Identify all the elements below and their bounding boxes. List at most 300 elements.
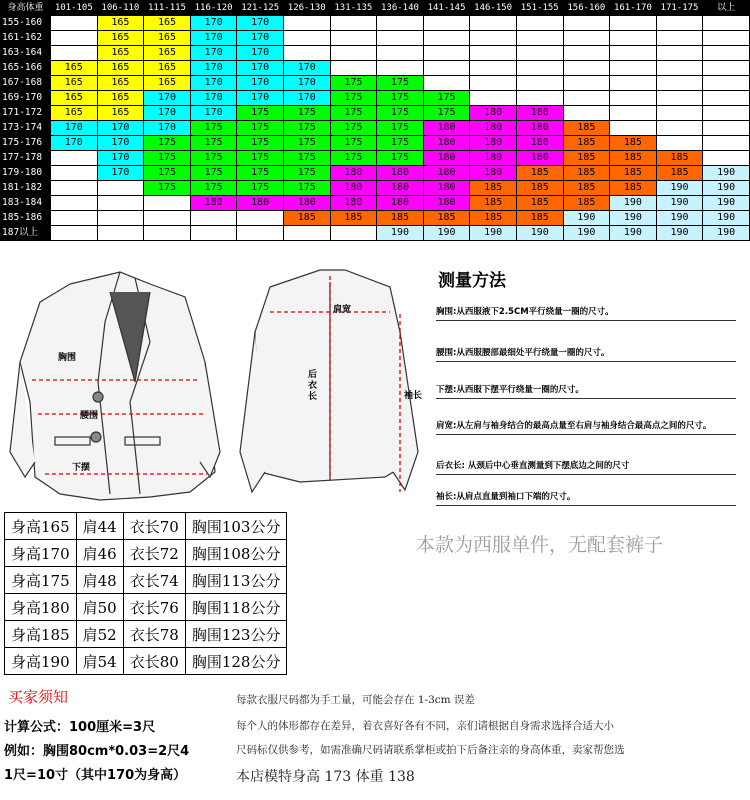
size-cell: 185 [656, 166, 703, 181]
size-cell [330, 31, 377, 46]
size-cell [470, 46, 517, 61]
size-cell: 175 [330, 151, 377, 166]
size-cell: 180 [470, 136, 517, 151]
size-cell: 175 [190, 136, 237, 151]
size-cell: 185 [610, 136, 657, 151]
size-cell [516, 31, 563, 46]
size-cell: 190 [610, 211, 657, 226]
size-cell [703, 151, 750, 166]
size-cell: 180 [423, 151, 470, 166]
size-cell [656, 16, 703, 31]
formula-unit: 1尺=10寸（其中170为身高） [4, 768, 187, 783]
size-cell: 185 [516, 211, 563, 226]
size-cell [703, 91, 750, 106]
size-cell [470, 31, 517, 46]
weight-header: 121-125 [237, 1, 284, 16]
size-cell: 170 [237, 91, 284, 106]
weight-header: 161-170 [610, 1, 657, 16]
size-cell: 190 [610, 196, 657, 211]
size-cell [377, 31, 424, 46]
weight-header: 146-150 [470, 1, 517, 16]
size-cell: 175 [237, 166, 284, 181]
size-cell [610, 91, 657, 106]
size-cell: 175 [330, 91, 377, 106]
weight-header: 116-120 [190, 1, 237, 16]
size-cell: 190 [516, 226, 563, 241]
spec-cell: 肩46 [76, 540, 123, 567]
grid-row [1, 76, 750, 91]
spec-cell: 肩52 [76, 621, 123, 648]
weight-header: 136-140 [377, 1, 424, 16]
size-cell: 175 [377, 106, 424, 121]
spec-cell: 身高190 [5, 648, 77, 675]
size-cell: 175 [330, 76, 377, 91]
size-cell: 180 [377, 166, 424, 181]
spec-row [5, 567, 287, 594]
height-header: 175-176 [1, 136, 51, 151]
size-cell: 170 [190, 46, 237, 61]
size-cell: 175 [330, 106, 377, 121]
size-cell: 165 [144, 31, 191, 46]
size-cell [97, 211, 144, 226]
size-cell [563, 16, 610, 31]
grid-row [1, 151, 750, 166]
notice-line: 尺码标仅供参考，如需准确尺码请联系掌柜或拍下后备注亲的身高体重，卖家帮您选 [236, 744, 625, 756]
size-cell: 190 [656, 196, 703, 211]
size-cell: 170 [97, 121, 144, 136]
size-cell [190, 211, 237, 226]
grid-row [1, 196, 750, 211]
size-cell [423, 31, 470, 46]
size-cell [97, 181, 144, 196]
size-cell: 185 [516, 181, 563, 196]
spec-row [5, 540, 287, 567]
size-cell [377, 61, 424, 76]
size-cell: 185 [283, 211, 330, 226]
height-header: 165-166 [1, 61, 51, 76]
size-cell: 170 [190, 31, 237, 46]
size-cell: 180 [283, 196, 330, 211]
size-cell [703, 121, 750, 136]
size-cell: 165 [144, 76, 191, 91]
size-cell: 175 [237, 151, 284, 166]
size-cell: 175 [283, 151, 330, 166]
jacket-illustrations [0, 262, 430, 510]
size-cell: 190 [656, 181, 703, 196]
size-cell [656, 121, 703, 136]
size-cell [610, 106, 657, 121]
size-cell [423, 16, 470, 31]
size-cell: 175 [423, 106, 470, 121]
size-cell: 180 [423, 181, 470, 196]
size-cell [51, 166, 98, 181]
size-cell: 185 [470, 211, 517, 226]
measurement-diagram [0, 262, 750, 510]
size-cell: 165 [97, 31, 144, 46]
method-line: 肩宽:从左肩与袖身结合的最高点量至右肩与袖身结合最高点之间的尺寸。 [436, 420, 736, 435]
spec-table [4, 512, 287, 675]
size-cell: 175 [283, 136, 330, 151]
size-cell: 170 [97, 136, 144, 151]
weight-header: 以上 [703, 1, 750, 16]
weight-header: 141-145 [423, 1, 470, 16]
size-cell: 175 [283, 166, 330, 181]
weight-header: 156-160 [563, 1, 610, 16]
size-cell: 180 [423, 196, 470, 211]
size-cell [470, 61, 517, 76]
size-cell: 180 [470, 121, 517, 136]
size-cell: 175 [144, 166, 191, 181]
size-cell: 180 [470, 106, 517, 121]
suit-only-note: 本款为西服单件，无配套裤子 [416, 534, 664, 556]
method-line: 腰围:从西服腰部最细处平行绕量一圈的尺寸。 [436, 347, 736, 362]
spec-cell: 胸围128公分 [185, 648, 287, 675]
formula-line: 计算公式：100厘米=3尺 [4, 720, 156, 735]
size-cell: 170 [283, 91, 330, 106]
size-cell: 175 [377, 76, 424, 91]
spec-cell: 身高170 [5, 540, 77, 567]
size-cell [144, 226, 191, 241]
size-cell [97, 226, 144, 241]
jacket-drawing [0, 262, 430, 510]
size-cell: 170 [283, 61, 330, 76]
height-header: 163-164 [1, 46, 51, 61]
size-cell: 170 [190, 76, 237, 91]
size-cell: 190 [703, 181, 750, 196]
size-cell [377, 16, 424, 31]
spec-cell: 肩54 [76, 648, 123, 675]
size-cell [330, 61, 377, 76]
size-cell [97, 196, 144, 211]
size-cell [516, 61, 563, 76]
size-cell: 175 [377, 91, 424, 106]
size-cell: 185 [330, 211, 377, 226]
height-header: 179-180 [1, 166, 51, 181]
size-cell: 170 [144, 106, 191, 121]
size-cell [283, 31, 330, 46]
size-cell: 185 [470, 181, 517, 196]
size-cell: 185 [610, 151, 657, 166]
notice-line: 每款衣服尺码都为手工量，可能会存在 1-3cm 误差 [236, 694, 475, 706]
spec-row [5, 513, 287, 540]
method-line: 袖长:从肩点直量到袖口下端的尺寸。 [436, 491, 736, 506]
size-cell: 180 [330, 166, 377, 181]
size-cell [51, 151, 98, 166]
size-cell: 175 [283, 106, 330, 121]
size-cell: 180 [516, 121, 563, 136]
grid-row [1, 106, 750, 121]
label-chest: 胸围 [58, 353, 77, 363]
size-cell [563, 76, 610, 91]
size-cell: 175 [283, 181, 330, 196]
formula-example: 例如：胸围80cm*0.03=2尺4 [4, 744, 190, 759]
size-cell: 165 [144, 16, 191, 31]
grid-row [1, 16, 750, 31]
size-cell: 165 [51, 76, 98, 91]
size-cell [610, 46, 657, 61]
height-header: 155-160 [1, 16, 51, 31]
size-cell: 165 [51, 106, 98, 121]
size-cell: 165 [97, 106, 144, 121]
size-cell: 190 [703, 211, 750, 226]
spec-cell: 衣长76 [123, 594, 185, 621]
size-cell: 185 [563, 136, 610, 151]
size-cell: 170 [190, 106, 237, 121]
spec-row [5, 621, 287, 648]
label-sleeve: 袖长 [404, 391, 423, 401]
height-header: 161-162 [1, 31, 51, 46]
size-cell [563, 46, 610, 61]
size-cell: 175 [377, 121, 424, 136]
size-cell: 170 [190, 91, 237, 106]
size-cell: 190 [563, 211, 610, 226]
weight-header: 131-135 [330, 1, 377, 16]
size-cell: 175 [330, 121, 377, 136]
size-cell: 180 [377, 181, 424, 196]
spec-cell: 身高175 [5, 567, 77, 594]
size-cell: 175 [237, 121, 284, 136]
size-cell [470, 16, 517, 31]
size-cell [656, 91, 703, 106]
spec-cell: 衣长80 [123, 648, 185, 675]
size-cell [610, 76, 657, 91]
size-cell [516, 16, 563, 31]
size-cell: 180 [330, 196, 377, 211]
method-line: 后衣长: 从颈后中心垂直测量到下摆底边之间的尺寸 [436, 460, 736, 475]
size-cell: 185 [563, 151, 610, 166]
size-cell: 175 [377, 151, 424, 166]
grid-row [1, 166, 750, 181]
size-cell [656, 46, 703, 61]
weight-header: 151-155 [516, 1, 563, 16]
size-cell [703, 136, 750, 151]
size-cell [144, 196, 191, 211]
size-cell [330, 226, 377, 241]
spec-cell: 胸围123公分 [185, 621, 287, 648]
size-cell [703, 106, 750, 121]
height-header: 185-186 [1, 211, 51, 226]
size-cell [51, 16, 98, 31]
size-cell [330, 46, 377, 61]
size-cell: 170 [97, 151, 144, 166]
height-header: 173-174 [1, 121, 51, 136]
size-cell [237, 226, 284, 241]
spec-row [5, 648, 287, 675]
size-cell: 180 [423, 136, 470, 151]
size-cell: 175 [144, 181, 191, 196]
size-cell: 170 [237, 76, 284, 91]
size-cell [656, 61, 703, 76]
size-cell [377, 46, 424, 61]
size-cell [423, 61, 470, 76]
size-cell: 170 [144, 91, 191, 106]
grid-row [1, 136, 750, 151]
size-cell [610, 61, 657, 76]
spec-cell: 衣长70 [123, 513, 185, 540]
size-cell: 180 [190, 196, 237, 211]
method-line: 下摆:从西服下摆平行绕量一圈的尺寸。 [436, 384, 736, 399]
grid-row [1, 211, 750, 226]
size-cell [516, 91, 563, 106]
size-cell: 185 [563, 196, 610, 211]
size-cell: 165 [144, 61, 191, 76]
spec-cell: 胸围118公分 [185, 594, 287, 621]
grid-row [1, 46, 750, 61]
measurement-method [430, 262, 750, 510]
label-hem: 下摆 [72, 463, 91, 473]
size-cell: 185 [470, 196, 517, 211]
size-cell [51, 46, 98, 61]
size-cell [656, 106, 703, 121]
size-cell: 185 [516, 196, 563, 211]
size-cell: 175 [190, 181, 237, 196]
size-cell [656, 136, 703, 151]
size-cell: 190 [703, 226, 750, 241]
height-header: 183-184 [1, 196, 51, 211]
size-cell [423, 46, 470, 61]
method-title: 测量方法 [438, 271, 506, 291]
size-cell: 190 [610, 226, 657, 241]
grid-row [1, 61, 750, 76]
spec-cell: 胸围103公分 [185, 513, 287, 540]
size-cell [283, 226, 330, 241]
size-cell: 180 [470, 151, 517, 166]
buyer-notice-title: 买家须知 [8, 688, 69, 706]
spec-cell: 肩50 [76, 594, 123, 621]
size-cell [656, 76, 703, 91]
height-header: 181-182 [1, 181, 51, 196]
size-cell: 190 [563, 226, 610, 241]
size-cell: 165 [51, 91, 98, 106]
size-cell: 170 [237, 31, 284, 46]
size-cell: 165 [97, 46, 144, 61]
size-cell: 175 [237, 136, 284, 151]
size-cell: 180 [377, 196, 424, 211]
size-cell: 190 [703, 196, 750, 211]
size-cell: 175 [283, 121, 330, 136]
size-cell [283, 46, 330, 61]
spec-cell: 身高180 [5, 594, 77, 621]
spec-cell: 衣长78 [123, 621, 185, 648]
size-cell: 180 [516, 106, 563, 121]
grid-row [1, 91, 750, 106]
spec-cell: 身高165 [5, 513, 77, 540]
size-grid [0, 0, 750, 260]
size-cell [51, 181, 98, 196]
size-cell [703, 16, 750, 31]
spec-cell: 肩44 [76, 513, 123, 540]
size-cell: 165 [97, 76, 144, 91]
weight-header: 101-105 [51, 1, 98, 16]
size-cell [610, 31, 657, 46]
size-cell [610, 16, 657, 31]
height-header: 171-172 [1, 106, 51, 121]
size-cell: 190 [423, 226, 470, 241]
size-cell [51, 31, 98, 46]
size-cell [703, 76, 750, 91]
size-cell [144, 211, 191, 226]
spec-cell: 衣长74 [123, 567, 185, 594]
size-cell: 175 [190, 151, 237, 166]
spec-cell: 胸围113公分 [185, 567, 287, 594]
size-cell [563, 31, 610, 46]
size-cell [563, 91, 610, 106]
size-cell: 185 [656, 151, 703, 166]
size-cell: 190 [656, 226, 703, 241]
size-cell: 170 [190, 61, 237, 76]
back-jacket [240, 270, 418, 492]
size-cell: 170 [283, 76, 330, 91]
height-header: 187以上 [1, 226, 51, 241]
size-cell: 175 [190, 166, 237, 181]
size-cell [703, 61, 750, 76]
size-cell [330, 16, 377, 31]
size-cell: 190 [377, 226, 424, 241]
height-header: 177-178 [1, 151, 51, 166]
size-cell [237, 211, 284, 226]
size-cell: 190 [703, 166, 750, 181]
height-header: 167-168 [1, 76, 51, 91]
size-cell: 170 [97, 166, 144, 181]
height-header: 169-170 [1, 91, 51, 106]
label-waist: 腰围 [80, 411, 99, 421]
size-cell [470, 91, 517, 106]
size-cell: 185 [563, 181, 610, 196]
weight-header: 126-130 [283, 1, 330, 16]
size-cell [656, 31, 703, 46]
weight-header: 106-110 [97, 1, 144, 16]
size-cell [516, 76, 563, 91]
grid-corner-header: 身高体重 [1, 1, 51, 16]
spec-cell: 肩48 [76, 567, 123, 594]
spec-cell: 衣长72 [123, 540, 185, 567]
size-cell: 185 [563, 166, 610, 181]
size-cell: 180 [470, 166, 517, 181]
size-cell: 170 [237, 61, 284, 76]
size-cell [563, 106, 610, 121]
size-cell: 185 [610, 166, 657, 181]
size-cell: 175 [144, 151, 191, 166]
size-cell: 180 [516, 151, 563, 166]
spec-cell: 身高185 [5, 621, 77, 648]
notice-line: 每个人的体形都存在差异，着衣喜好各有不同，亲们请根据自身需求选择合适大小 [236, 720, 614, 732]
grid-row [1, 31, 750, 46]
size-cell [610, 121, 657, 136]
size-cell: 175 [377, 136, 424, 151]
size-cell: 190 [470, 226, 517, 241]
size-cell: 180 [330, 181, 377, 196]
weight-header: 111-115 [144, 1, 191, 16]
size-cell [703, 46, 750, 61]
size-cell: 175 [190, 121, 237, 136]
size-cell: 175 [237, 106, 284, 121]
size-cell [190, 226, 237, 241]
size-cell: 170 [144, 121, 191, 136]
size-cell: 185 [377, 211, 424, 226]
size-cell: 185 [516, 166, 563, 181]
label-back-length: 后衣长 [308, 370, 318, 402]
size-cell: 165 [97, 16, 144, 31]
size-cell [563, 61, 610, 76]
weight-header: 171-175 [656, 1, 703, 16]
grid-row [1, 121, 750, 136]
model-info: 本店模特身高 173 体重 138 [236, 769, 415, 785]
size-cell [51, 211, 98, 226]
size-cell: 180 [423, 121, 470, 136]
grid-row [1, 181, 750, 196]
size-cell: 165 [97, 61, 144, 76]
size-cell: 175 [330, 136, 377, 151]
